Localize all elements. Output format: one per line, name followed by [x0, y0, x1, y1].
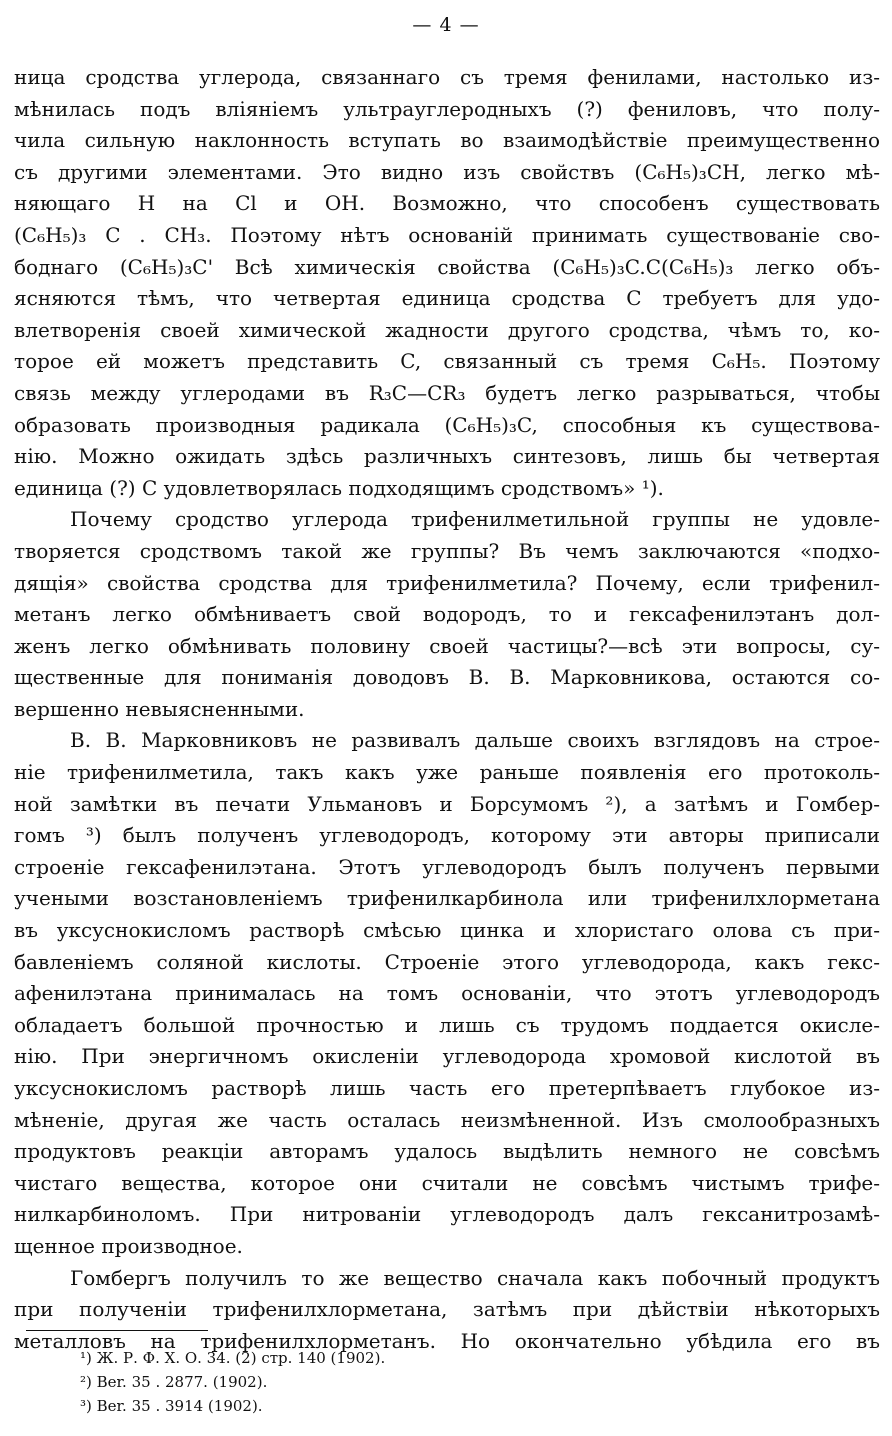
body-text [14, 62, 880, 1357]
footnote: ²) Ber. 35 . 2877. (1902). [80, 1373, 268, 1391]
text-line: продуктовъ реакціи авторамъ удалось выдѣлить немного не совсѣмъ [14, 1139, 880, 1164]
text-line: нилкарбиноломъ. При нитрованіи углеводородъ далъ гексанитрозамѣ- [14, 1202, 880, 1227]
text-line: Гомбергъ получилъ то же вещество сначала какъ побочный продуктъ [70, 1265, 880, 1290]
text-line: съ другими элементами. Это видно изъ свойствъ (C₆H₅)₃CH, легко мѣ- [14, 159, 880, 184]
text-line: въ уксуснокисломъ растворѣ смѣсью цинка и хлористаго олова съ при- [14, 918, 880, 943]
text-line: ясняются тѣмъ, что четвертая единица сродства C требуетъ для удо- [14, 286, 880, 311]
text-line: бавленіемъ соляной кислоты. Строеніе этого углеводорода, какъ гекс- [14, 949, 880, 974]
text-line: учеными возстановленіемъ трифенилкарбинола или трифенилхлорметана [14, 886, 880, 911]
text-line: металловъ на трифенилхлорметанъ. Но окончательно убѣдила его въ [14, 1328, 880, 1353]
text-line: дящія» свойства сродства для трифенилметила? Почему, если трифенил- [14, 570, 880, 595]
text-line: при полученіи трифенилхлорметана, затѣмъ при дѣйствіи нѣкоторыхъ [14, 1297, 880, 1322]
footnote-divider [26, 1330, 208, 1331]
text-line: афенилэтана принималась на томъ основаніи, что этотъ углеводородъ [14, 981, 880, 1006]
text-line: мѣненіе, другая же часть осталась неизмѣненной. Изъ смолообразныхъ [14, 1107, 880, 1132]
text-line: ной замѣтки въ печати Ульмановъ и Борсумомъ ²), а затѣмъ и Гомбер- [14, 791, 880, 816]
text-line: чистаго вещества, которое они считали не совсѣмъ чистымъ трифе- [14, 1170, 880, 1195]
text-line: метанъ легко обмѣниваетъ свой водородъ, то и гексафенилэтанъ дол- [14, 602, 880, 627]
text-line: ніе трифенилметила, такъ какъ уже раньше появленія его протоколь- [14, 760, 880, 785]
footnote: ¹) Ж. Р. Ф. Х. О. 34. (2) стр. 140 (1902). [80, 1349, 386, 1367]
text-line: мѣнилась подъ вліяніемъ ультрауглеродныхъ (?) фениловъ, что полу- [14, 96, 880, 121]
text-line: связь между углеродами въ R₃C—CR₃ будетъ легко разрываться, чтобы [14, 380, 880, 405]
text-line: образовать производныя радикала (C₆H₅)₃C, способныя къ существова- [14, 412, 880, 437]
footnote: ³) Ber. 35 . 3914 (1902). [80, 1397, 263, 1415]
text-line: гомъ ³) былъ полученъ углеводородъ, которому эти авторы приписали [14, 823, 880, 848]
text-line: щенное производное. [14, 1233, 243, 1258]
footnotes [80, 1346, 860, 1418]
text-line: няющаго H на Cl и OH. Возможно, что способенъ существовать [14, 191, 880, 216]
text-line: нію. Можно ожидать здѣсь различныхъ синтезовъ, лишь бы четвертая [14, 444, 880, 469]
text-line: чила сильную наклонность вступать во взаимодѣйствіе преимущественно [14, 128, 880, 153]
text-line: вершенно невыясненными. [14, 696, 305, 721]
text-line: единица (?) C удовлетворялась подходящимъ сродствомъ» ¹). [14, 475, 664, 500]
text-line: (C₆H₅)₃ C . CH₃. Поэтому нѣтъ основаній принимать существованіе сво- [14, 222, 880, 247]
text-line: творяется сродствомъ такой же группы? Въ чемъ заключаются «подхо- [14, 538, 880, 563]
text-line: ница сродства углерода, связаннаго съ тремя фенилами, настолько из- [14, 65, 880, 89]
text-line: В. В. Марковниковъ не развивалъ дальше своихъ взглядовъ на строе- [70, 728, 880, 753]
text-line: обладаетъ большой прочностью и лишь съ трудомъ поддается окисле- [14, 1012, 880, 1037]
text-line: торое ей можетъ представить C, связанный съ тремя C₆H₅. Поэтому [14, 349, 880, 374]
text-line: боднаго (C₆H₅)₃C' Всѣ химическія свойства (C₆H₅)₃C.C(C₆H₅)₃ легко объ- [14, 254, 880, 279]
text-line: щественные для пониманія доводовъ В. В. Марковникова, остаются со- [14, 665, 880, 690]
text-line: уксуснокисломъ растворѣ лишь часть его претерпѣваетъ глубокое из- [14, 1076, 880, 1100]
text-line: нію. При энергичномъ окисленіи углеводорода хромовой кислотой въ [14, 1044, 880, 1069]
text-line: влетворенія своей химической жадности другого сродства, чѣмъ то, ко- [14, 317, 880, 342]
text-line: Почему сродство углерода трифенилметильной группы не удовле- [70, 507, 880, 532]
page-number: — 4 — [412, 14, 480, 36]
text-line: женъ легко обмѣнивать половину своей частицы?—всѣ эти вопросы, су- [14, 633, 880, 658]
text-line: строеніе гексафенилэтана. Этотъ углеводородъ былъ полученъ первыми [14, 854, 880, 879]
